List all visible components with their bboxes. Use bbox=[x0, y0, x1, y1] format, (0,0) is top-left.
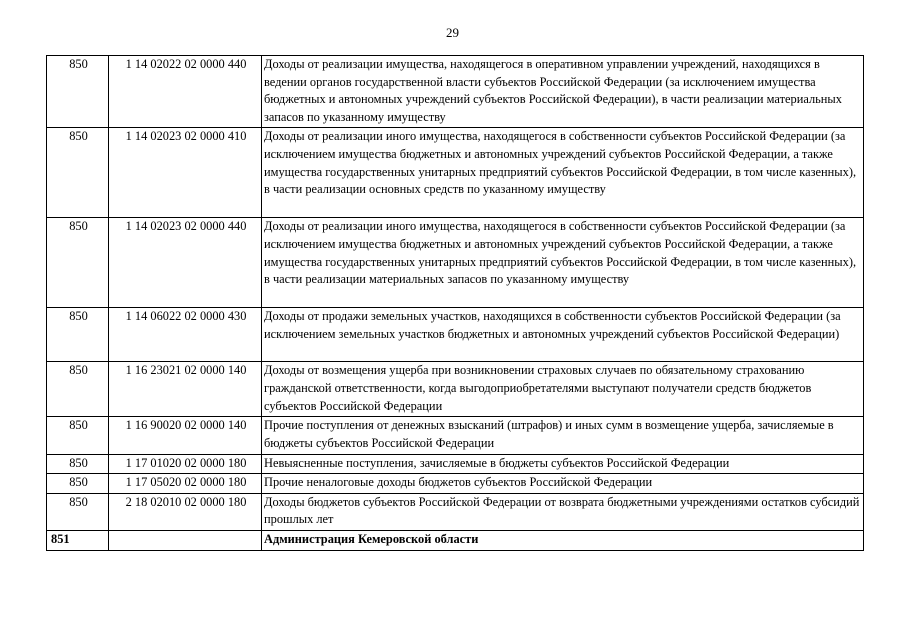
revenue-code-cell: 1 14 02022 02 0000 440 bbox=[109, 56, 262, 128]
revenue-code-cell: 2 18 02010 02 0000 180 bbox=[109, 493, 262, 530]
revenue-code-cell: 1 16 23021 02 0000 140 bbox=[109, 362, 262, 417]
section-header-row bbox=[47, 530, 864, 550]
revenue-name-cell: Прочие неналоговые доходы бюджетов субъектов Российской Федерации bbox=[262, 474, 864, 494]
page-number: 29 bbox=[446, 25, 459, 40]
admin-code-cell: 850 bbox=[47, 128, 109, 218]
admin-code-cell: 850 bbox=[47, 308, 109, 362]
admin-code-cell: 850 bbox=[47, 474, 109, 494]
administrator-name-cell: Администрация Кемеровской области bbox=[262, 530, 864, 550]
revenue-name-cell: Доходы от реализации имущества, находящегося в оперативном управлении учреждений, находящихся в ведении органов государственной власти субъектов Российской Федерации (за исключением имущества бюджетных и автономных учреждений субъектов Российской Федерации), в части реализации материальных запасов по указанному имуществу bbox=[262, 56, 864, 128]
admin-code-cell: 851 bbox=[47, 530, 109, 550]
table-row bbox=[47, 308, 864, 362]
table-row bbox=[47, 218, 864, 308]
revenue-name-cell: Доходы от возмещения ущерба при возникновении страховых случаев по обязательному страхованию гражданской ответственности, когда выгодоприобретателями выступают получатели средств бюджетов субъектов Российской Федерации bbox=[262, 362, 864, 417]
admin-code-cell: 850 bbox=[47, 218, 109, 308]
revenue-code-cell bbox=[109, 530, 262, 550]
admin-code-cell: 850 bbox=[47, 417, 109, 454]
table-row bbox=[47, 417, 864, 454]
revenue-name-cell: Доходы от продажи земельных участков, находящихся в собственности субъектов Российской Федерации (за исключением земельных участков бюджетных и автономных учреждений субъектов Российской Федерации) bbox=[262, 308, 864, 362]
revenue-code-cell: 1 14 02023 02 0000 440 bbox=[109, 218, 262, 308]
table-row bbox=[47, 362, 864, 417]
revenue-code-cell: 1 14 06022 02 0000 430 bbox=[109, 308, 262, 362]
table-row bbox=[47, 128, 864, 218]
revenue-code-cell: 1 16 90020 02 0000 140 bbox=[109, 417, 262, 454]
table-row bbox=[47, 454, 864, 474]
revenue-name-cell: Доходы бюджетов субъектов Российской Федерации от возврата бюджетными учреждениями остатков субсидий прошлых лет bbox=[262, 493, 864, 530]
revenue-code-cell: 1 14 02023 02 0000 410 bbox=[109, 128, 262, 218]
admin-code-cell: 850 bbox=[47, 493, 109, 530]
table-row bbox=[47, 474, 864, 494]
revenue-name-cell: Доходы от реализации иного имущества, находящегося в собственности субъектов Российской Федерации (за исключением имущества бюджетных и автономных учреждений субъектов Российской Федерации, а также имущества государственных унитарных предприятий субъектов Российской Федерации, в том числе казенных), в части реализации материальных запасов по указанному имуществу bbox=[262, 218, 864, 308]
table-row bbox=[47, 56, 864, 128]
revenue-classification-table bbox=[46, 55, 864, 551]
revenue-name-cell: Доходы от реализации иного имущества, находящегося в собственности субъектов Российской Федерации (за исключением имущества бюджетных и автономных учреждений субъектов Российской Федерации, а также имущества государственных унитарных предприятий субъектов Российской Федерации, в том числе казенных), в части реализации основных средств по указанному имуществу bbox=[262, 128, 864, 218]
admin-code-cell: 850 bbox=[47, 362, 109, 417]
revenue-code-cell: 1 17 01020 02 0000 180 bbox=[109, 454, 262, 474]
table-row bbox=[47, 493, 864, 530]
admin-code-cell: 850 bbox=[47, 56, 109, 128]
revenue-name-cell: Невыясненные поступления, зачисляемые в бюджеты субъектов Российской Федерации bbox=[262, 454, 864, 474]
revenue-code-cell: 1 17 05020 02 0000 180 bbox=[109, 474, 262, 494]
revenue-name-cell: Прочие поступления от денежных взысканий (штрафов) и иных сумм в возмещение ущерба, зачисляемые в бюджеты субъектов Российской Федерации bbox=[262, 417, 864, 454]
admin-code-cell: 850 bbox=[47, 454, 109, 474]
